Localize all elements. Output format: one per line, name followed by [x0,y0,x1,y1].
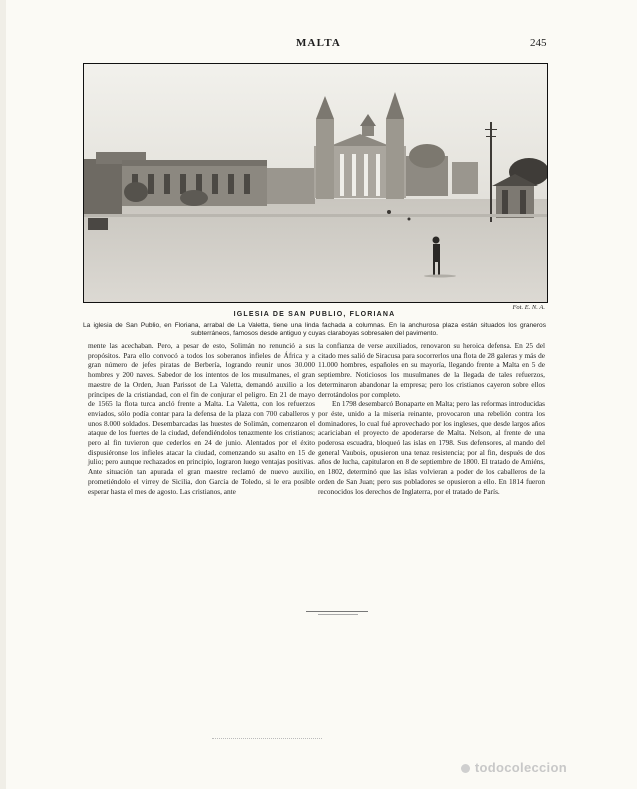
watermark-text: todocoleccion [474,760,567,775]
paragraph: En 1798 desembarcó Bonaparte en Malta; pero las reformas introducidas por éste, unido a la miseria reinante, provocaron una rebelión contra los dominadores, lo cual fué aprovechado por los ingleses, que desde largos años acariciaban el proyecto de apoderarse de Malta. Nelson, al frente de una poderosa escuadra, bloqueó las islas en 1798. Sus defensores, al mando del general Vaubois, opusieron una tenaz resistencia; por al fin, después de dos años de lucha, capitularon en 8 de septiembre de 1800. El tratado de Amiéns, en 1802, determinó que las islas volvieran a poder de los caballeros de la orden de San Juan; pero sus pobladores se opusieron a ello. En 1814 fueron reconocidos los derechos de Inglaterra, por el tratado de París. [318,399,545,496]
text-column-left [88,341,315,496]
figure-caption: La iglesia de San Publio, en Floriana, arrabal de La Valetta, tiene una linda fachada a columnas. En la anchurosa plaza están situados los graneros subterráneos, famosos desde antiguo y cuyas claraboyas sobresalen del pavimento. [83,322,546,337]
running-title: MALTA [295,37,342,49]
watermark-dot-icon [461,764,470,773]
end-rule-short [318,614,358,615]
church-photograph [83,63,548,303]
page-edge-shadow [0,0,6,789]
photo-credit: Fot. E. N. A. [512,304,545,311]
paragraph: la confianza de verse auxiliados, renovaron su heroica defensa. En 25 del citado mes salió de Siracusa para socorrerlos una flota de 28 galeras y más de 11.000 hombres, españoles en su mayoría, llegando frente a Malta en 5 de septiembre. Noticiosos los musulmanes de la llegada de tales refuerzos, determinaron abandonar la empresa; pero los cristianos cayeron sobre ellos derrotándolos por completo. [318,341,545,399]
figure-title: IGLESIA DE SAN PUBLIO, FLORIANA [233,311,396,318]
end-rule [306,611,368,612]
watermark [460,760,567,775]
church-photo-drawing [84,64,547,302]
page-number: 245 [530,37,547,49]
faint-print-mark [212,738,322,739]
text-column-right [318,341,545,496]
paragraph: mente las acechaban. Pero, a pesar de esto, Solimán no renunció a sus propósitos. Para ello convocó a todos los soberanos infieles de África y a gran número de jefes piratas de Berbería, logrando reunir unos 30.000 hombres y 200 naves. Sabedor de los intentos de los musulmanes, el gran maestre de la Orden, Juan Parissot de La Valetta, demandó auxilio a los príncipes de la cristiandad, con el fin de conjurar el peligro. En 21 de mayo de 1565 la flota turca ancló frente a Malta. La Valetta, con los refuerzos enviados, sólo podía contar para la defensa de la plaza con 700 caballeros y unos 8.000 soldados. Desembarcadas las huestes de Solimán, comenzaron el ataque de los fuertes de la ciudad, defendiéndolos tenazmente los cristianos; pero al fin tuvieron que cederlos en 24 de junio. Alentados por el éxito dispusiéronse los infieles atacar la ciudad, comenzando su asalto en 15 de julio; pero aunque rechazados en principio, lograron luego ventajas positivas. Ante situación tan apurada el gran maestre reclamó de nuevo auxilio, prometiéndolo el virrey de Sicilia, don García de Toledo, si le era posible esperar hasta el mes de agosto. Las cristianos, ante [88,341,315,496]
